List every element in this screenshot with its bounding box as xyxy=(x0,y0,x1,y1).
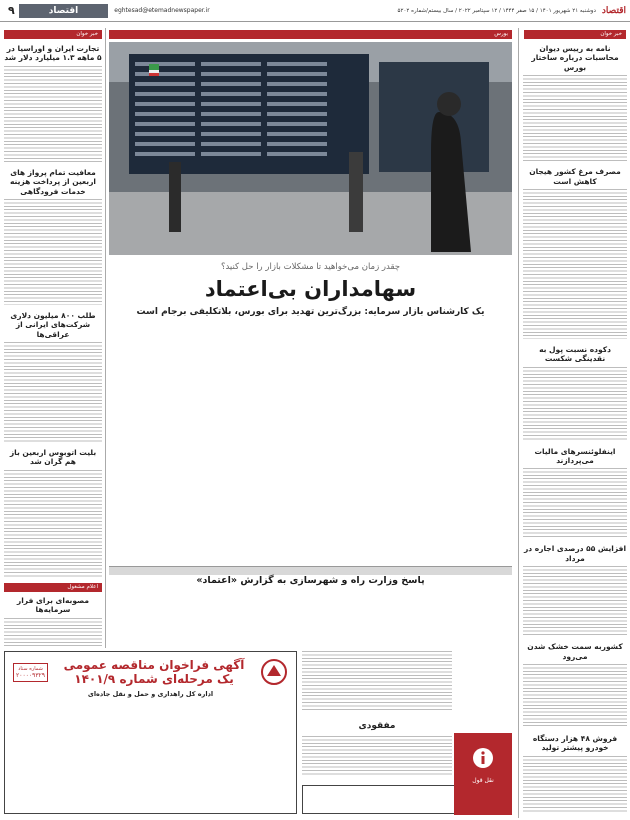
news-title[interactable]: طلب ۸۰۰ میلیون دلاری شرکت‌های ایرانی از عراقی‌ها xyxy=(10,310,96,339)
news-title[interactable]: نامه به رییس دیوان محاسبات درباره ساختار بورس xyxy=(531,44,619,72)
lower-body-column xyxy=(210,592,306,648)
lower-body-column xyxy=(311,592,407,648)
body-text xyxy=(523,75,627,161)
news-title[interactable]: کشوربه سمت خشک شدن می‌رود xyxy=(527,642,623,661)
news-title[interactable]: معافیت تمام پرواز های اربعین از پرداخت هزینه خدمات فرودگاهی xyxy=(9,167,96,196)
info-icon xyxy=(472,747,494,769)
photo-illustration xyxy=(109,42,512,255)
masthead-bar xyxy=(0,0,630,22)
body-text xyxy=(302,736,452,776)
body-text xyxy=(4,618,102,649)
news-title[interactable]: مصوبه‌ای برای فرار سرمایه‌ها xyxy=(16,595,90,615)
lead-body-column xyxy=(109,323,205,559)
body-text xyxy=(523,756,627,814)
quote-box-text: نقل قول xyxy=(472,777,494,784)
body-text xyxy=(523,468,627,538)
newspaper-logo: اقتصاد xyxy=(601,5,626,16)
column-rule xyxy=(518,28,519,818)
body-text xyxy=(4,66,102,162)
quote-box xyxy=(454,733,512,815)
agency-emblem-icon xyxy=(260,658,288,686)
body-text xyxy=(523,367,627,441)
ad-code: ۲۰۰۰۰۹۳۲۹ xyxy=(16,671,46,679)
body-text xyxy=(523,664,627,728)
column-rule xyxy=(105,28,106,648)
right-column-label: خبر خوان xyxy=(524,30,626,39)
tender-advertisement[interactable] xyxy=(4,651,297,814)
notices-column xyxy=(302,651,452,781)
body-text xyxy=(302,651,452,711)
ad-body-text xyxy=(13,702,288,800)
dateline: دوشنبه ۲۱ شهریور ۱۴۰۱ / ۱۵ صفر ۱۴۴۴ / ۱۲ سپتامبر ۲۰۲۲ / سال بیستم/شماره ۵۲۰۲ xyxy=(397,7,596,14)
lower-body-column xyxy=(412,592,512,648)
left-column xyxy=(4,42,102,648)
bottom-section-label: اعلام مشغول xyxy=(4,583,102,592)
lower-body-column xyxy=(109,592,205,648)
lead-body-column xyxy=(210,323,306,559)
lower-headline[interactable]: پاسخ وزارت راه و شهرسازی به گزارش «اعتماد» xyxy=(196,575,425,586)
right-column xyxy=(523,42,627,814)
ad-subtitle: یک مرحله‌ای شماره ۱۴۰۱/۹ xyxy=(74,672,234,686)
lead-body-column xyxy=(311,323,407,559)
news-title[interactable]: تجارت ایران و اوراسیا در ۵ ماهه ۱.۳ میلیارد دلار شد xyxy=(4,44,102,63)
center-column-label: بورس xyxy=(109,30,512,39)
body-text xyxy=(4,199,102,305)
news-title[interactable]: دکوده نسبت پول به نقدینگی شکست xyxy=(539,344,611,364)
news-title[interactable]: مصرف مرغ کشور هیجان کاهش است xyxy=(529,167,621,186)
page-number: ۹ xyxy=(8,4,15,17)
left-column-label: خبر خوان xyxy=(4,30,102,39)
lead-kicker: چقدر زمان می‌خواهید تا مشکلات بازار را حل کنید؟ xyxy=(220,262,401,272)
lead-body-column xyxy=(412,323,512,559)
body-text xyxy=(523,189,627,339)
news-title[interactable]: افزایش ۵۵ درصدی اجاره در مرداد xyxy=(523,544,627,563)
ad-title: آگهی فراخوان مناقصه عمومی xyxy=(63,658,245,672)
body-text xyxy=(523,566,627,636)
news-title[interactable]: فروش ۴۸ هزار دستگاه خودرو پیشتر تولید xyxy=(532,733,618,753)
lead-headline[interactable]: سهامداران بی‌اعتماد xyxy=(204,277,417,301)
email-address[interactable]: eghtesad@etemadnewspaper.ir xyxy=(114,7,210,14)
stock-exchange-photo xyxy=(109,42,512,255)
news-title[interactable]: بلیت اتوبوس اربعین باز هم گران شد xyxy=(9,448,97,467)
section-label: اقتصاد xyxy=(19,4,109,18)
ad-agency: اداره کل راهداری و حمل و نقل جاده‌ای xyxy=(87,690,214,698)
ad-code-label: شماره ستاد xyxy=(18,665,43,672)
body-text xyxy=(4,470,102,578)
body-text xyxy=(4,342,102,442)
lead-subhead: یک کارشناس بازار سرمایه: بزرگ‌ترین تهدید برای بورس، بلاتکلیفی برجام است xyxy=(136,307,485,317)
news-title[interactable]: اینفلوئنسرهای مالیات می‌پردازند xyxy=(534,446,616,465)
notice-title: مفقودی xyxy=(358,721,396,731)
section-band xyxy=(109,566,512,575)
